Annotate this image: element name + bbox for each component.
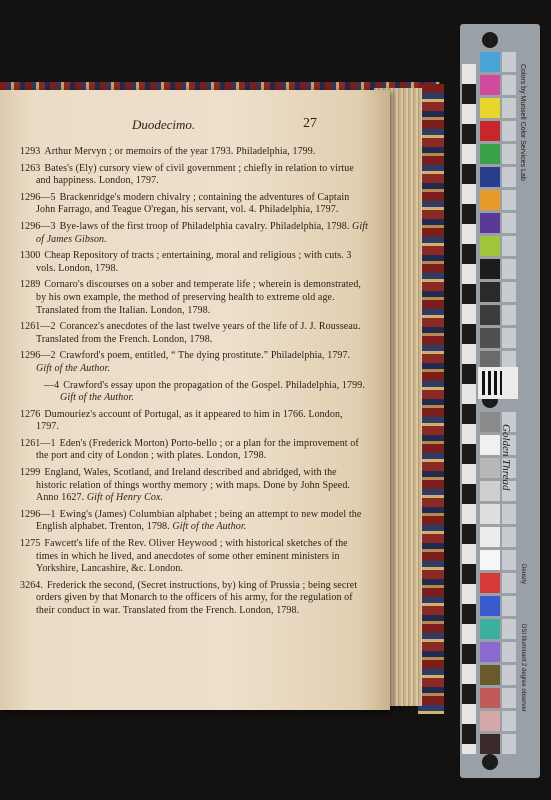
color-swatch	[480, 596, 500, 616]
color-swatch	[480, 259, 500, 279]
catalogue-entry	[20, 538, 368, 576]
color-swatch	[480, 665, 500, 685]
color-swatch	[480, 98, 500, 118]
swatch-value-cell	[502, 711, 516, 731]
entry-text: Bates's (Ely) cursory view of civil government ; chiefly in relation to virtue and happiness. London, 1797.	[36, 162, 354, 187]
entry-number: —4	[44, 379, 60, 391]
color-swatch	[480, 734, 500, 754]
color-swatch	[480, 458, 500, 478]
color-swatch	[480, 213, 500, 233]
catalogue-entry	[20, 438, 368, 463]
entry-text: Brackenridge's modern chivalry ; containing the adventures of Captain John Farrago, and Teague O'regan, his servant, vol. 4. Philadelphia, 1797.	[36, 191, 350, 216]
entry-text: Frederick the second, (Secret instructions, by) king of Prussia ; being secret orders given by that Monarch to the officers of his army, for the regulation of their conduct in war. Translated from the French. London, 1798.	[36, 579, 358, 616]
color-swatch	[480, 619, 500, 639]
swatch-value-cell	[502, 282, 516, 302]
swatch-value-cell	[502, 213, 516, 233]
catalogue-entry	[20, 350, 368, 375]
color-swatch	[480, 435, 500, 455]
entry-text: Fawcett's life of the Rev. Oliver Heywood ; with historical sketches of the times in which he lived, and anecdotes of some other eminent ministers in Yorkshire, Lancashire, &c. London.	[36, 538, 348, 575]
color-swatch	[480, 481, 500, 501]
color-swatch	[480, 328, 500, 348]
entry-number: 1296—2	[20, 350, 56, 362]
catalogue-entry	[20, 250, 368, 275]
entry-number: 1296—1	[20, 508, 56, 520]
entry-number: 1299	[20, 467, 41, 479]
entry-number: 1275	[20, 538, 41, 550]
color-swatch	[480, 75, 500, 95]
catalogue-entry	[20, 146, 368, 159]
entry-gift-note: Gift of the Author.	[172, 521, 247, 533]
entry-text: Arthur Mervyn ; or memoirs of the year 1793. Philadelphia, 1799.	[44, 146, 316, 157]
swatch-value-cell	[502, 619, 516, 639]
swatch-value-cell	[502, 596, 516, 616]
entry-text: England, Wales, Scotland, and Ireland described and abridged, with the historic relation of things worthy memory ; with maps. Done by John Speed. Anno 1627.	[36, 467, 351, 504]
catalogue-entry	[20, 580, 368, 618]
swatch-value-cell	[502, 688, 516, 708]
color-calibration-target	[460, 24, 540, 778]
hanging-hole-top	[482, 32, 498, 48]
color-swatch	[480, 504, 500, 524]
swatch-value-cell	[502, 550, 516, 570]
swatch-value-cell	[502, 52, 516, 72]
catalogue-entry	[20, 509, 368, 534]
entry-number: 1263	[20, 162, 41, 174]
swatch-value-cell	[502, 144, 516, 164]
entry-number: 1293	[20, 146, 41, 157]
catalogue-entry	[20, 192, 368, 217]
entry-number: 1300	[20, 250, 41, 262]
swatch-value-cell	[502, 98, 516, 118]
swatch-value-cell	[502, 259, 516, 279]
swatch-value-cell	[502, 167, 516, 187]
catalogue-entry	[20, 467, 368, 505]
entry-number: 1276	[20, 408, 41, 420]
swatch-value-cell	[502, 527, 516, 547]
catalogue-entry	[20, 163, 368, 188]
entry-number: 1261—2	[20, 321, 56, 333]
entry-number: 3264.	[20, 579, 43, 591]
target-density-label: Density	[520, 564, 526, 585]
entry-text: Corancez's anecdotes of the last twelve years of the life of J. J. Rousseau. Translated from the French. London, 1798.	[36, 321, 361, 345]
catalogue-entry	[20, 380, 368, 405]
entry-number: 1261—1	[20, 437, 56, 449]
color-swatch	[480, 190, 500, 210]
color-swatch	[480, 121, 500, 141]
entry-number: 1296—5	[20, 191, 56, 203]
swatch-value-cell	[502, 236, 516, 256]
entry-number: 1296—3	[20, 220, 56, 232]
page-text-area	[0, 90, 380, 710]
catalogue-entry	[20, 221, 368, 246]
color-swatch	[480, 282, 500, 302]
running-head: Duodecimo.	[132, 117, 196, 132]
target-illuminant-label: DSI Illuminant 2 degree observer	[520, 624, 526, 712]
catalogue-entry	[20, 279, 368, 317]
color-swatch	[480, 412, 500, 432]
entry-text: Crawford's essay upon the propagation of the Gospel. Philadelphia, 1799.	[63, 379, 365, 391]
entry-text: Ewing's (James) Columbian alphabet ; being an attempt to new model the English alphabet. Trenton, 1798.	[36, 508, 362, 533]
swatch-value-cell	[502, 121, 516, 141]
swatch-value-cell	[502, 642, 516, 662]
entry-text: Bye-laws of the first troop of Philadelphia cavalry. Philadelphia, 1798.	[59, 220, 350, 232]
entry-text: Crawford's poem, entitled, “ The dying prostitute.” Philadelphia, 1797.	[59, 350, 351, 362]
entry-text: Dumouriez's account of Portugal, as it appeared to him in 1766. London, 1797.	[36, 408, 343, 433]
swatch-value-cell	[502, 573, 516, 593]
entry-text: Eden's (Frederick Morton) Porto-bello ; or a plan for the improvement of the port and city of London ; with plates. London, 1798.	[36, 437, 359, 462]
entry-text: Cornaro's discourses on a sober and temperate life ; wherein is demonstrated, by his own example, the method of preserving health to extreme old age. Translated from the Italian. London, 1798.	[36, 279, 362, 316]
entry-number: 1289	[20, 279, 41, 291]
color-swatch	[480, 573, 500, 593]
calibration-ruler	[462, 64, 476, 754]
target-golden-thread-label: Golden Thread	[500, 424, 512, 491]
swatch-value-cell	[502, 190, 516, 210]
swatch-value-cell	[502, 734, 516, 754]
color-swatch	[480, 550, 500, 570]
color-swatch	[480, 236, 500, 256]
swatch-value-cell	[502, 75, 516, 95]
entry-gift-note: Gift of the Author.	[36, 362, 110, 374]
target-brand-label: Colors by Munsell Color Services Lab	[519, 64, 526, 181]
color-swatch	[480, 711, 500, 731]
page-number: 27	[303, 116, 317, 131]
catalogue-entry	[20, 321, 368, 346]
catalogue-entry	[20, 409, 368, 434]
color-swatch	[480, 305, 500, 325]
resolution-target	[478, 367, 518, 399]
entry-gift-note: Gift of the Author.	[60, 392, 134, 404]
swatch-value-cell	[502, 328, 516, 348]
hanging-hole-bottom	[482, 754, 498, 770]
catalogue-entries	[20, 146, 368, 622]
swatch-value-cell	[502, 665, 516, 685]
color-swatch	[480, 144, 500, 164]
color-swatch	[480, 688, 500, 708]
entry-text: Cheap Repository of tracts ; entertaining, moral and religious ; with cuts. 3 vols. London, 1798.	[36, 250, 352, 274]
entry-gift-note: Gift of Henry Cox.	[86, 492, 164, 504]
swatch-value-cell	[502, 504, 516, 524]
entry-gift-note: Gift of James Gibson.	[36, 220, 369, 245]
color-swatch	[480, 642, 500, 662]
color-swatch	[480, 527, 500, 547]
swatch-value-cell	[502, 305, 516, 325]
color-swatch	[480, 52, 500, 72]
color-swatch	[480, 167, 500, 187]
